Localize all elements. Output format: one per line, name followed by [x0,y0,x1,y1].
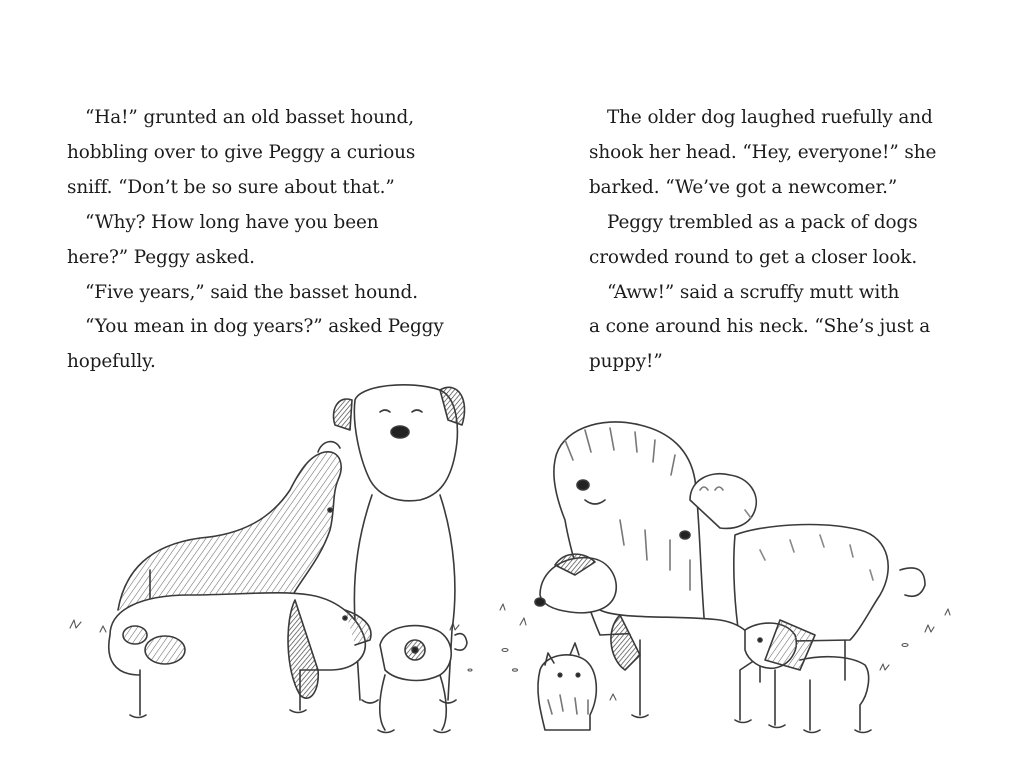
text-line: barked. “We’ve got a newcomer.” [589,176,898,198]
text-line: sniff. “Don’t be so sure about that.” [67,176,395,198]
dogs-illustration [0,370,1020,783]
text-line: shook her head. “Hey, everyone!” she [589,141,937,163]
basset-hound [109,593,371,718]
text-line: “Five years,” said the basset hound. [85,281,418,303]
pug [378,626,467,733]
text-line: hopefully. [67,351,156,373]
text-line: puppy!” [589,351,663,373]
text-line: “Why? How long have you been [85,211,379,233]
text-line: The older dog laughed ruefully and [607,107,933,128]
text-line: “You mean in dog years?” asked Peggy [85,316,444,338]
dogs-sketch-svg [0,370,1020,783]
text-line: “Ha!” grunted an old basset hound, [85,107,414,128]
text-line: here?” Peggy asked. [67,246,255,268]
terrier [538,643,596,730]
text-line: hobbling over to give Peggy a curious [67,141,416,163]
text-line: “Aww!” said a scruffy mutt with [607,281,900,303]
text-line: Peggy trembled as a pack of dogs [607,211,918,233]
left-page-text [67,101,444,380]
text-line: a cone around his neck. “She’s just a [589,316,931,338]
right-page-text [589,101,939,380]
text-line: crowded round to get a closer look. [589,246,918,268]
